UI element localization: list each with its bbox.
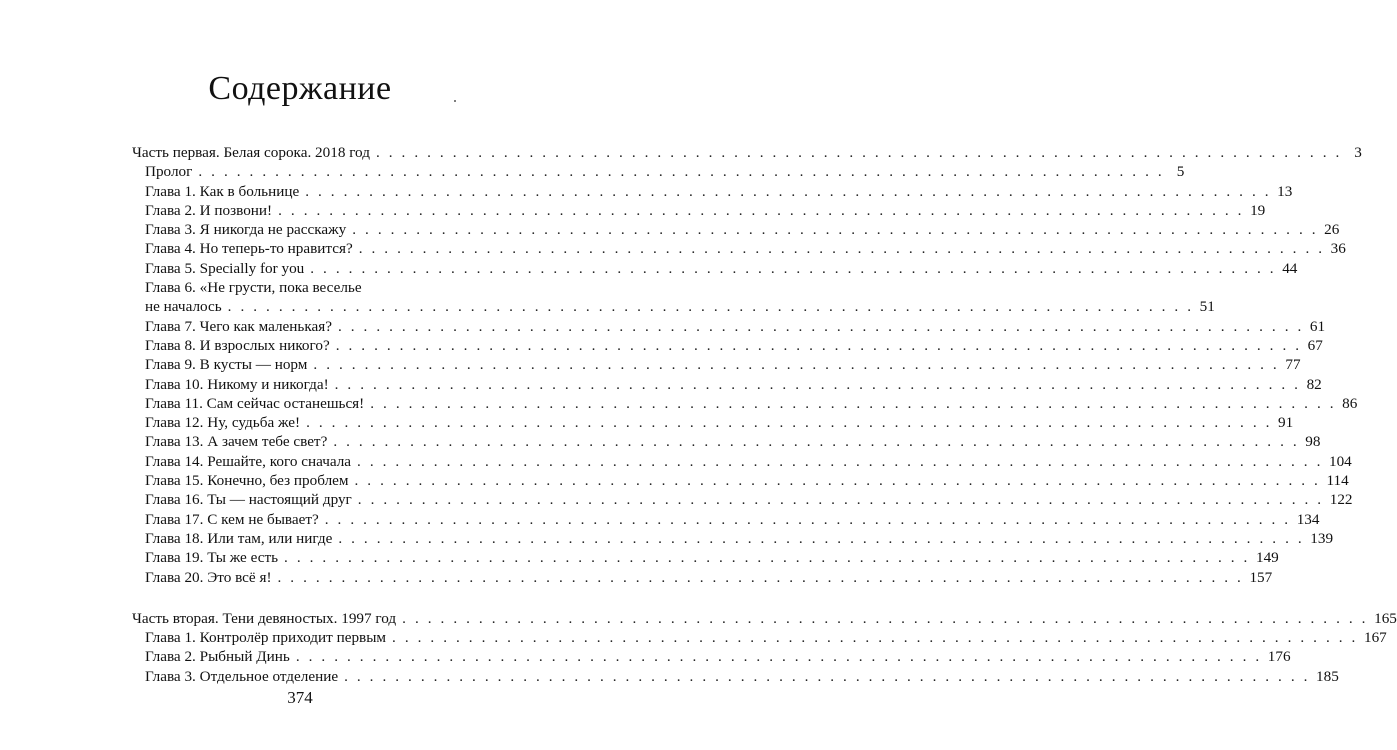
entry-label: Глава 2. Рыбный Динь (145, 648, 290, 666)
toc-entry[interactable] (132, 394, 1358, 413)
page-number: 114 (1326, 472, 1349, 490)
dot-leader: . . . . . . . . . . . . . . . . . . . . . . . . . . . . . . . . . . . . . . . . . . . . . . . . . . . . . . . . . . . . . . . . . . . . . . . . . . . . (338, 529, 1305, 547)
toc-entry[interactable] (132, 548, 1279, 567)
entry-label: Глава 17. С кем не бывает? (145, 510, 319, 528)
toc-entry[interactable] (132, 182, 1293, 201)
toc-entry[interactable] (132, 239, 1346, 258)
dot-leader: . . . . . . . . . . . . . . . . . . . . . . . . . . . . . . . . . . . . . . . . . . . . . . . . . . . . . . . . . . . . . . . . . . . . . . . . . . . . (354, 472, 1321, 490)
page-number: 134 (1296, 510, 1320, 528)
dot-leader: . . . . . . . . . . . . . . . . . . . . . . . . . . . . . . . . . . . . . . . . . . . . . . . . . . . . . . . . . . . . . . . . . . . . . . . . . . . . (357, 491, 1324, 509)
toc-entry[interactable] (132, 647, 1291, 666)
dot-leader: . . . . . . . . . . . . . . . . . . . . . . . . . . . . . . . . . . . . . . . . . . . . . . . . . . . . . . . . . . . . . . . . . . . . . . . . . . . . (337, 317, 1304, 335)
toc-entry[interactable] (132, 568, 1273, 587)
toc-entry[interactable] (132, 259, 1298, 278)
page-number: 157 (1249, 568, 1273, 586)
dot-leader: . . . . . . . . . . . . . . . . . . . . . . . . . . . . . . . . . . . . . . . . . . . . . . . . . . . . . . . . . . . . . . . . . . . . . . . . . . . . (352, 221, 1319, 239)
dot-leader: . . . . . . . . . . . . . . . . . . . . . . . . . . . . . . . . . . . . . . . . . . . . . . . . . . . . . . . . . . . . . . . . . . . . . . . . . . . . (344, 667, 1311, 685)
page-number: 82 (1306, 375, 1322, 393)
toc-entry[interactable] (132, 471, 1349, 490)
dot-leader: . . . . . . . . . . . . . . . . . . . . . . . . . . . . . . . . . . . . . . . . . . . . . . . . . . . . . . . . . . . . . . . . . . . . . . . . . . . . (198, 163, 1165, 181)
page-number: 44 (1282, 259, 1298, 277)
page-number: 98 (1305, 433, 1321, 451)
page-number: 104 (1328, 452, 1352, 470)
dot-leader: . . . . . . . . . . . . . . . . . . . . . . . . . . . . . . . . . . . . . . . . . . . . . . . . . . . . . . . . . . . . . . . . . . . . . . . . . . . . (278, 201, 1245, 219)
entry-label: Глава 15. Конечно, без проблем (145, 472, 349, 490)
entry-label: Глава 13. А зачем тебе свет? (145, 433, 328, 451)
entry-list (132, 162, 1358, 587)
entry-label: Глава 11. Сам сейчас останешься! (145, 394, 365, 412)
part-1 (132, 143, 1362, 587)
entry-label: не началось (145, 298, 222, 316)
dot-leader: . . . . . . . . . . . . . . . . . . . . . . . . . . . . . . . . . . . . . . . . . . . . . . . . . . . . . . . . . . . . . . . . . . . . . . . . . . . . (227, 298, 1194, 316)
dot-leader: . . . . . . . . . . . . . . . . . . . . . . . . . . . . . . . . . . . . . . . . . . . . . . . . . . . . . . . . . . . . . . . . . . . . . . . . . . . . (358, 240, 1325, 258)
dot-leader: . . . . . . . . . . . . . . . . . . . . . . . . . . . . . . . . . . . . . . . . . . . . . . . . . . . . . . . . . . . . . . . . . . . . . . . . . . . . (295, 648, 1262, 666)
entry-label: Глава 19. Ты же есть (145, 549, 279, 567)
entry-label: Глава 3. Отдельное отделение (145, 667, 339, 685)
toc-entry[interactable] (132, 375, 1322, 394)
table-of-contents (132, 143, 1397, 708)
toc-entry[interactable] (132, 220, 1340, 239)
dot-leader: . . . . . . . . . . . . . . . . . . . . . . . . . . . . . . . . . . . . . . . . . . . . . . . . . . . . . . . . . . . . . . . . . . . . . . . . . . . . (284, 549, 1250, 567)
dot-leader: . . . . . . . . . . . . . . . . . . . . . . . . . . . . . . . . . . . . . . . . . . . . . . . . . . . . . . . . . . . . . . . . . . . . . . . . . . . . (334, 375, 1301, 393)
toc-entry[interactable] (132, 490, 1353, 509)
page-number: 61 (1309, 317, 1326, 335)
page-number: 51 (1199, 298, 1215, 316)
toc-entry[interactable] (132, 510, 1320, 529)
dot-leader: . . . . . . . . . . . . . . . . . . . . . . . . . . . . . . . . . . . . . . . . . . . . . . . . . . . . . . . . . . . . . . . . . . . . . . . . . . . . (324, 510, 1291, 528)
entry-label: Глава 2. И позвони! (145, 201, 273, 219)
page-number: 19 (1250, 201, 1266, 219)
entry-label: Глава 4. Но теперь-то нравится? (145, 240, 353, 258)
entry-label: Глава 5. Specially for you (145, 259, 305, 277)
part-heading[interactable] (132, 143, 1362, 162)
entry-label: Глава 3. Я никогда не расскажу (145, 221, 347, 239)
page-number: 26 (1324, 221, 1340, 239)
entry-label: Глава 1. Как в больнице (145, 182, 300, 200)
dot-leader: . . . . . . . . . . . . . . . . . . . . . . . . . . . . . . . . . . . . . . . . . . . . . . . . . . . . . . . . . . . . . . . . . . . . . . . . . . . . (306, 414, 1273, 432)
toc-entry[interactable] (132, 413, 1294, 432)
toc-entry[interactable] (132, 201, 1266, 220)
page-number: 86 (1342, 394, 1358, 412)
entry-label: Глава 18. Или там, или нигде (145, 529, 333, 547)
dot-leader: . . . . . . . . . . . . . . . . . . . . . . . . . . . . . . . . . . . . . . . . . . . . . . . . . . . . . . . . . . . . . . . . . . . . . . . . . . . . (357, 452, 1323, 470)
dot-leader: . . . . . . . . . . . . . . . . . . . . . . . . . . . . . . . . . . . . . . . . . . . . . . . . . . . . . . . . . . . . . . . . . . . . . . . . . . . . (277, 568, 1244, 586)
page-number: 36 (1330, 240, 1346, 258)
entry-list (132, 628, 1387, 686)
page-number: 139 (1310, 529, 1334, 547)
toc-entry[interactable] (132, 628, 1387, 647)
toc-entry[interactable] (132, 667, 1339, 686)
page-number: 67 (1307, 336, 1323, 354)
page-title: Содержание (208, 70, 392, 107)
page-number: 165 (1374, 609, 1397, 627)
entry-label: Глава 7. Чего как маленькая? (145, 317, 332, 335)
toc-entry[interactable] (132, 162, 1185, 181)
dot-leader: . . . . . . . . . . . . . . . . . . . . . . . . . . . . . . . . . . . . . . . . . . . . . . . . . . . . . . . . . . . . . . . . . . . . . . . . . . . . (375, 144, 1342, 161)
part-heading[interactable] (132, 609, 1397, 628)
dot-leader: . . . . . . . . . . . . . . . . . . . . . . . . . . . . . . . . . . . . . . . . . . . . . . . . . . . . . . . . . . . . . . . . . . . . . . . . . . . . (392, 629, 1358, 647)
page-number: 176 (1267, 648, 1291, 666)
entry-label: Глава 8. И взрослых никого? (145, 336, 330, 354)
dot-leader: . . . . . . . . . . . . . . . . . . . . . . . . . . . . . . . . . . . . . . . . . . . . . . . . . . . . . . . . . . . . . . . . . . . . . . . . . . . . (333, 433, 1300, 451)
page-number: 149 (1255, 549, 1279, 567)
page-number: 167 (1363, 629, 1387, 647)
dot-leader: . . . . . . . . . . . . . . . . . . . . . . . . . . . . . . . . . . . . . . . . . . . . . . . . . . . . . . . . . . . . . . . . . . . . . . . . . . . . (370, 394, 1337, 412)
folio-page-number: 374 (287, 688, 313, 707)
toc-entry[interactable] (132, 432, 1321, 451)
toc-entry[interactable] (132, 355, 1301, 374)
page-number: 5 (1176, 163, 1185, 181)
dot-leader: . . . . . . . . . . . . . . . . . . . . . . . . . . . . . . . . . . . . . . . . . . . . . . . . . . . . . . . . . . . . . . . . . . . . . . . . . . . . (335, 336, 1302, 354)
entry-label: Глава 10. Никому и никогда! (145, 375, 329, 393)
part-title: Часть вторая. Тени девяностых. 1997 год (132, 609, 397, 627)
dot-leader: . . . . . . . . . . . . . . . . . . . . . . . . . . . . . . . . . . . . . . . . . . . . . . . . . . . . . . . . . . . . . . . . . . . . . . . . . . . . (313, 356, 1280, 374)
part-title: Часть первая. Белая сорока. 2018 год (132, 144, 370, 161)
entry-label: Глава 9. В кусты — норм (145, 356, 308, 374)
toc-entry[interactable] (132, 317, 1326, 336)
dot-leader: . . . . . . . . . . . . . . . . . . . . . . . . . . . . . . . . . . . . . . . . . . . . . . . . . . . . . . . . . . . . . . . . . . . . . . . . . . . . (402, 609, 1369, 627)
toc-entry[interactable] (132, 452, 1352, 471)
part-2 (132, 609, 1397, 686)
dot-leader: . . . . . . . . . . . . . . . . . . . . . . . . . . . . . . . . . . . . . . . . . . . . . . . . . . . . . . . . . . . . . . . . . . . . . . . . . . . . (310, 259, 1277, 277)
page-number: 185 (1316, 667, 1339, 685)
toc-entry[interactable] (132, 297, 1215, 316)
entry-label: Глава 14. Решайте, кого сначала (145, 452, 352, 470)
page-number: 13 (1277, 182, 1293, 200)
entry-label: Глава 12. Ну, судьба же! (145, 414, 301, 432)
entry-label: Глава 16. Ты — настоящий друг (145, 491, 352, 509)
entry-label: Глава 20. Это всё я! (145, 568, 272, 586)
entry-label: Глава 1. Контролёр приходит первым (145, 629, 387, 647)
page-number: 3 (1354, 144, 1362, 161)
entry-label-line: Глава 6. «Не грусти, пока веселье (145, 279, 362, 297)
print-speck (454, 100, 456, 102)
entry-label: Пролог (145, 163, 193, 181)
toc-entry[interactable] (132, 336, 1323, 355)
page-number: 77 (1285, 356, 1301, 374)
dot-leader: . . . . . . . . . . . . . . . . . . . . . . . . . . . . . . . . . . . . . . . . . . . . . . . . . . . . . . . . . . . . . . . . . . . . . . . . . . . . (305, 182, 1272, 200)
page-number: 122 (1329, 491, 1353, 509)
toc-entry[interactable] (132, 529, 1334, 548)
page-number: 91 (1278, 414, 1294, 432)
